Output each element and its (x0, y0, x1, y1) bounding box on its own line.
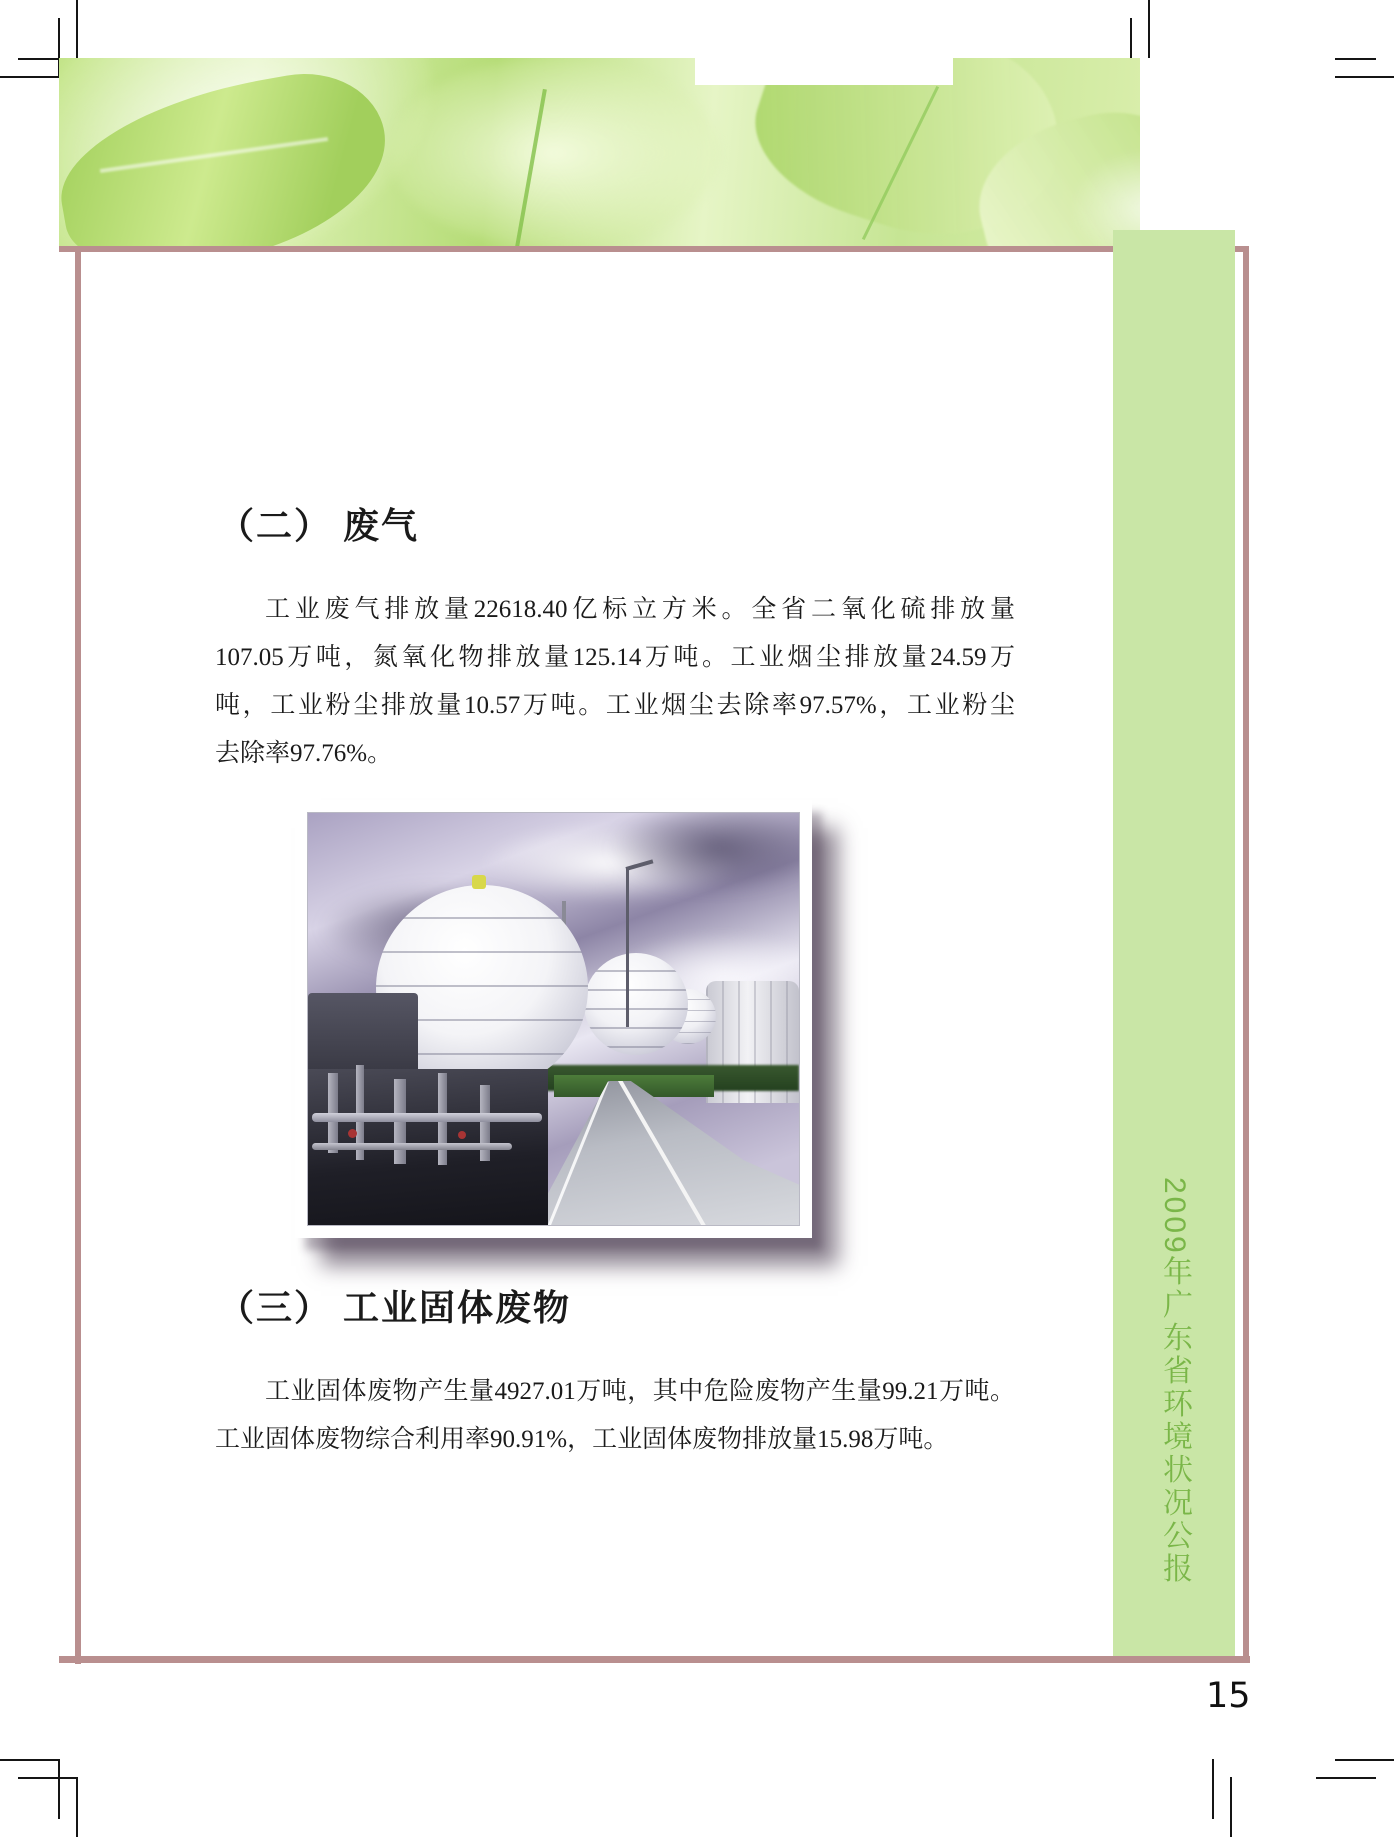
frame-line-left (75, 246, 81, 1664)
section-heading-solid-waste: （三） 工业固体废物 (218, 1288, 572, 1328)
sidebar-bar (1113, 230, 1235, 1656)
banner-notch (695, 58, 953, 85)
sphere-top-vent (472, 875, 486, 889)
crop-mark (76, 0, 78, 58)
sidebar-vertical-title: 2009年广东省环境状况公报 (1158, 1177, 1191, 1586)
photo-frame (295, 800, 812, 1238)
valve-red (458, 1131, 466, 1139)
crop-mark (1212, 1759, 1214, 1819)
cloud (608, 813, 799, 893)
frame-line-right (1243, 246, 1249, 1660)
industrial-tanks-photo (308, 813, 799, 1225)
crop-mark (1335, 76, 1394, 78)
street-lamp-pole (626, 869, 629, 1027)
road-edge-line (548, 1081, 609, 1225)
crop-mark (1148, 0, 1150, 58)
page-number: 15 (1206, 1676, 1251, 1716)
paragraph-waste-gas (215, 586, 1015, 778)
sphere-tank-small-1 (584, 953, 688, 1055)
body-text-line: 107.05万吨，氮氧化物排放量125.14万吨。工业烟尘排放量24.59万 (215, 644, 1015, 671)
crop-mark (0, 1759, 59, 1761)
crop-mark (1335, 58, 1376, 60)
frame-line-bottom (59, 1656, 1250, 1663)
horizontal-pipe (312, 1143, 512, 1150)
frame-line-top (59, 246, 1249, 252)
body-text-line: 去除率97.76%。 (215, 740, 393, 767)
crop-mark (1230, 1777, 1232, 1837)
crop-mark (18, 58, 59, 60)
road-center-line (618, 1081, 714, 1225)
section-heading-waste-gas: （二） 废气 (218, 506, 420, 546)
crop-mark (76, 1777, 78, 1837)
crop-mark (1335, 1759, 1394, 1761)
crop-mark (18, 1777, 77, 1779)
leaf-banner-image (59, 58, 1140, 246)
crop-mark (58, 1759, 60, 1819)
body-text-line: 工业固体废物产生量4927.01万吨，其中危险废物产生量99.21万吨。 (265, 1378, 1015, 1405)
horizontal-pipe (312, 1113, 542, 1122)
leaf-shape (389, 58, 719, 246)
crop-mark (0, 76, 59, 78)
paragraph-solid-waste (215, 1368, 1015, 1464)
body-text-line: 吨，工业粉尘排放量10.57万吨。工业烟尘去除率97.57%，工业粉尘 (215, 692, 1015, 719)
crop-mark (1316, 1777, 1376, 1779)
body-text-line: 工业固体废物综合利用率90.91%，工业固体废物排放量15.98万吨。 (215, 1426, 949, 1453)
body-text-line: 工业废气排放量22618.40亿标立方米。全省二氧化硫排放量 (265, 596, 1015, 623)
valve-red (348, 1129, 357, 1138)
